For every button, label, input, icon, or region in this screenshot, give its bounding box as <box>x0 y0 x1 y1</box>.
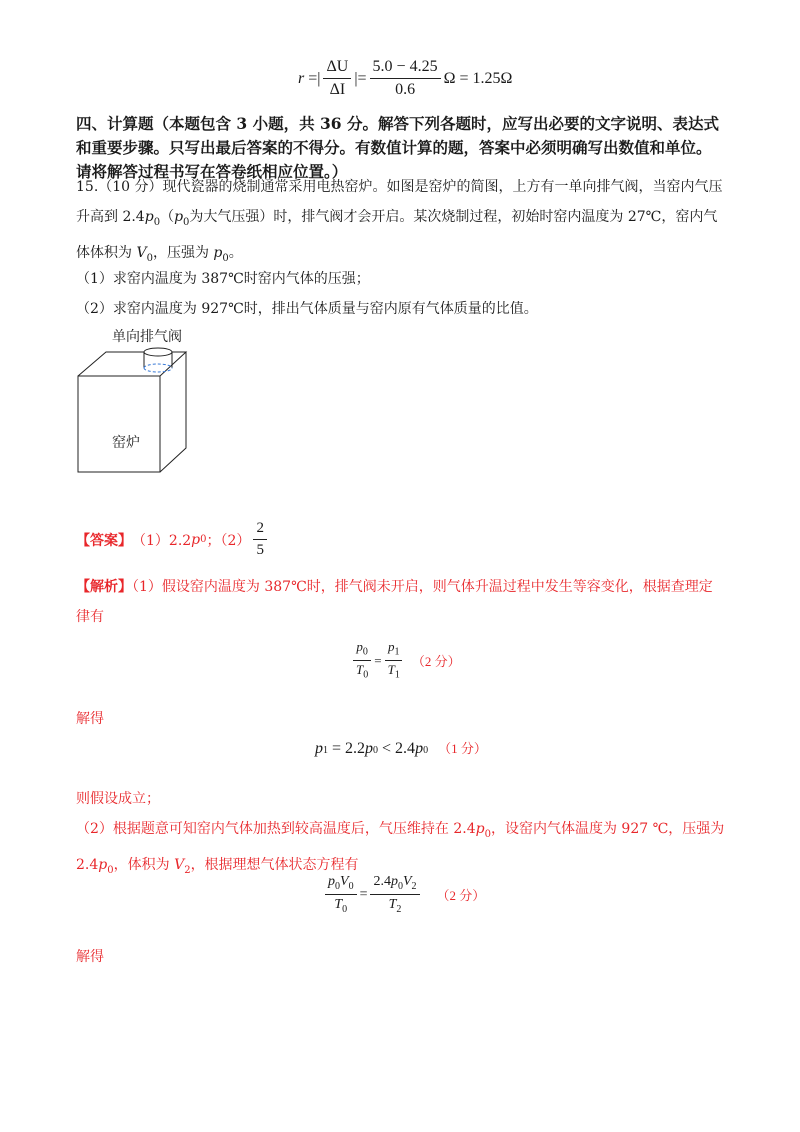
conclusion: 则假设成立； <box>76 791 160 807</box>
formula-charles-law: $\frac{p_0}{T_0}$ = $\frac{p_1}{T_1}$ （2 分） <box>350 640 461 681</box>
kiln-label: 窑炉 <box>112 435 140 451</box>
answer-line: 【答案】 （1）2.2 p 0 ；（2） $\frac{2}{5}$ <box>76 520 270 560</box>
kiln-diagram <box>70 340 200 480</box>
solve-label-1: 解得 <box>76 711 104 727</box>
sub-question-1: （1）求窑内温度为 387℃时窑内气体的压强； <box>76 271 370 287</box>
analysis-part2: （2）根据题意可知窑内气体加热到较高温度后，气压维持在 $2.4p_0$，设窑内气体温度为 927 ℃，压强为 $2.4p_0$，体积为 $V_2$，根据理想气体状态方程有 <box>76 821 725 876</box>
section-heading: 四、计算题（本题包含 3 小题，共 36 分。解答下列各题时，应写出必要的文字说明、表达式和重要步骤。只写出最后答案的不得分。有数值计算的题，答案中必须明确写出数值和单位。请将解答过程书写在答卷纸相应位置。） <box>76 114 719 181</box>
formula-p1-result: p 1 = 2.2 p 0 < 2.4 p 0 （1 分） <box>315 740 487 757</box>
solve-label-2: 解得 <box>76 949 104 965</box>
analysis-part1: 【解析】（1）假设窑内温度为 387℃时，排气阀未开启，则气体升温过程中发生等容变化，根据查理定律有 <box>76 579 713 625</box>
valve-label: 单向排气阀 <box>112 329 182 345</box>
formula-internal-resistance: r =| $\frac{\Delta U}{\Delta I}$ |= $\frac{5.0 - 4.25}{0.6}$ Ω = 1.25Ω <box>298 58 513 99</box>
question-15: 15.（10 分）现代瓷器的烧制通常采用电热窑炉。如图是窑炉的简图，上方有一单向排气阀，当窑内气压升高到 $2.4p_0(p_0$为大气压强）时，排气阀才会开启。某次烧制过程，初始时窑内温度为 27℃，窑内气体体积为 $V_0$，压强为 $p_0$。 <box>76 179 723 264</box>
answer-fraction: $\frac{2}{5}$ <box>253 520 267 560</box>
sub-question-2: （2）求窑内温度为 927℃时，排出气体质量与窑内原有气体质量的比值。 <box>76 301 538 317</box>
formula-ideal-gas: $\frac{p_0V_0}{T_0}$ = $\frac{2.4p_0V_2}{T_2}$ （2 分） <box>322 874 485 916</box>
